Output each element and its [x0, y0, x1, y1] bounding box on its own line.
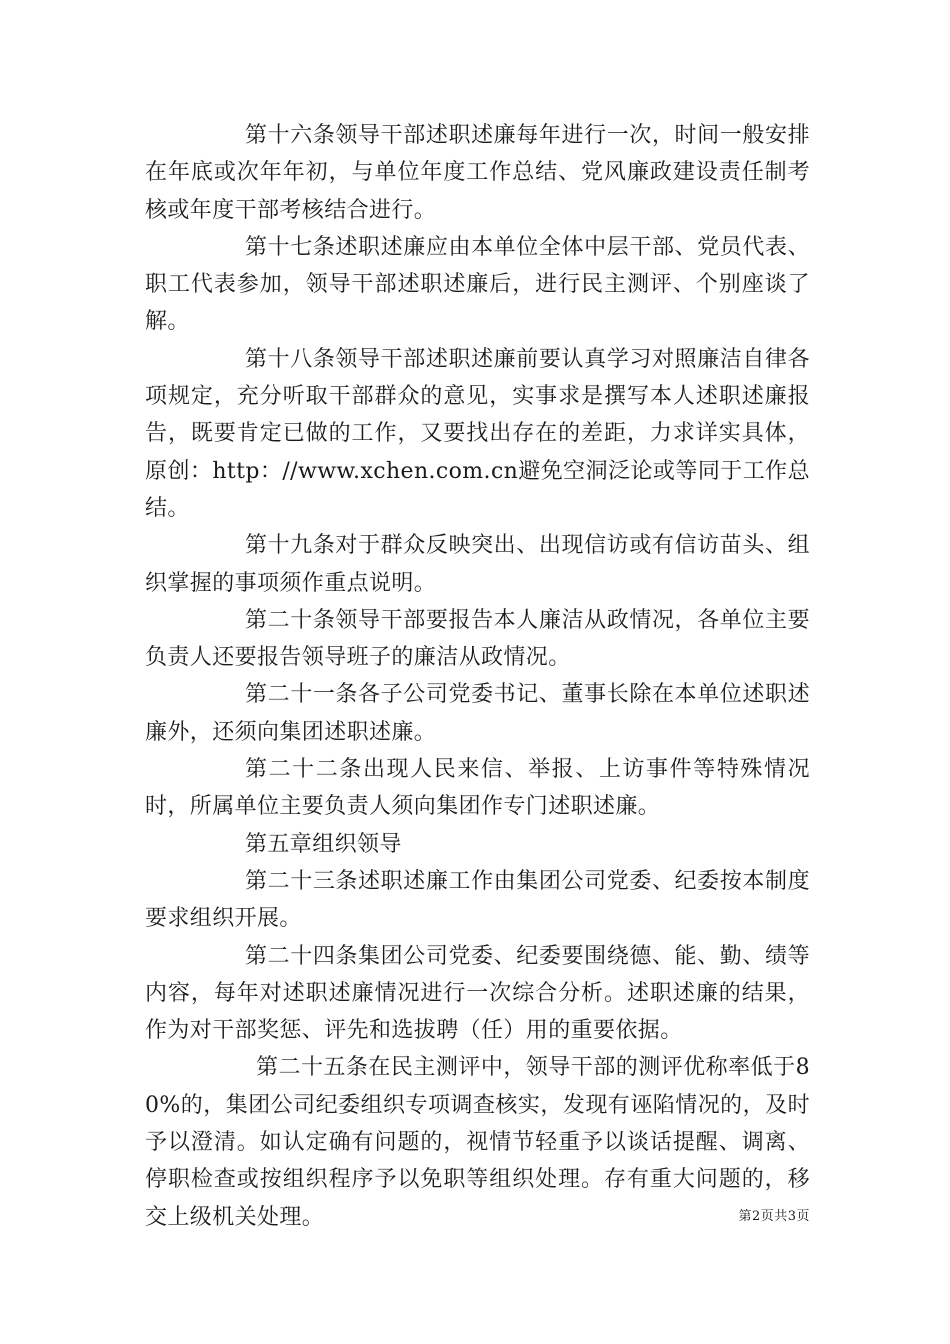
paragraph-article-20: 第二十条领导干部要报告本人廉洁从政情况，各单位主要负责人还要报告领导班子的廉洁从政情况。	[145, 607, 810, 671]
paragraph-article-24: 第二十四条集团公司党委、纪委要围绕德、能、勤、绩等内容，每年对述职述廉情况进行一次综合分析。述职述廉的结果，作为对干部奖惩、评先和选拔聘（任）用的重要依据。	[145, 943, 810, 1044]
paragraph-article-25: 第二十五条在民主测评中，领导干部的测评优称率低于80%的，集团公司纪委组织专项调查核实，发现有诬陷情况的，及时予以澄清。如认定确有问题的，视情节轻重予以谈话提醒、调离、停职检查或按组织程序予以免职等组织处理。存有重大问题的，移交上级机关处理。	[145, 1055, 810, 1230]
paragraph-article-22: 第二十二条出现人民来信、举报、上访事件等特殊情况时，所属单位主要负责人须向集团作专门述职述廉。	[145, 757, 810, 820]
page-number: 第2页共3页	[738, 1209, 810, 1224]
paragraph-article-21: 第二十一条各子公司党委书记、董事长除在本单位述职述廉外，还须向集团述职述廉。	[145, 682, 810, 745]
paragraph-article-18: 第十八条领导干部述职述廉前要认真学习对照廉洁自律各项规定，充分听取干部群众的意见，实事求是撰写本人述职述廉报告，既要肯定已做的工作，又要找出存在的差距，力求详实具体，原创：http：//www.xchen.com.cn避免空洞泛论或等同于工作总结。	[145, 346, 810, 521]
document-body	[145, 117, 810, 1236]
paragraph-article-19: 第十九条对于群众反映突出、出现信访或有信访苗头、组织掌握的事项须作重点说明。	[145, 533, 810, 596]
paragraph-article-23: 第二十三条述职述廉工作由集团公司党委、纪委按本制度要求组织开展。	[145, 868, 810, 932]
paragraph-article-16: 第十六条领导干部述职述廉每年进行一次，时间一般安排在年底或次年年初，与单位年度工作总结、党风廉政建设责任制考核或年度干部考核结合进行。	[145, 123, 810, 223]
paragraph-article-17: 第十七条述职述廉应由本单位全体中层干部、党员代表、职工代表参加，领导干部述职述廉后，进行民主测评、个别座谈了解。	[145, 234, 810, 335]
chapter-heading: 第五章组织领导	[245, 831, 402, 857]
